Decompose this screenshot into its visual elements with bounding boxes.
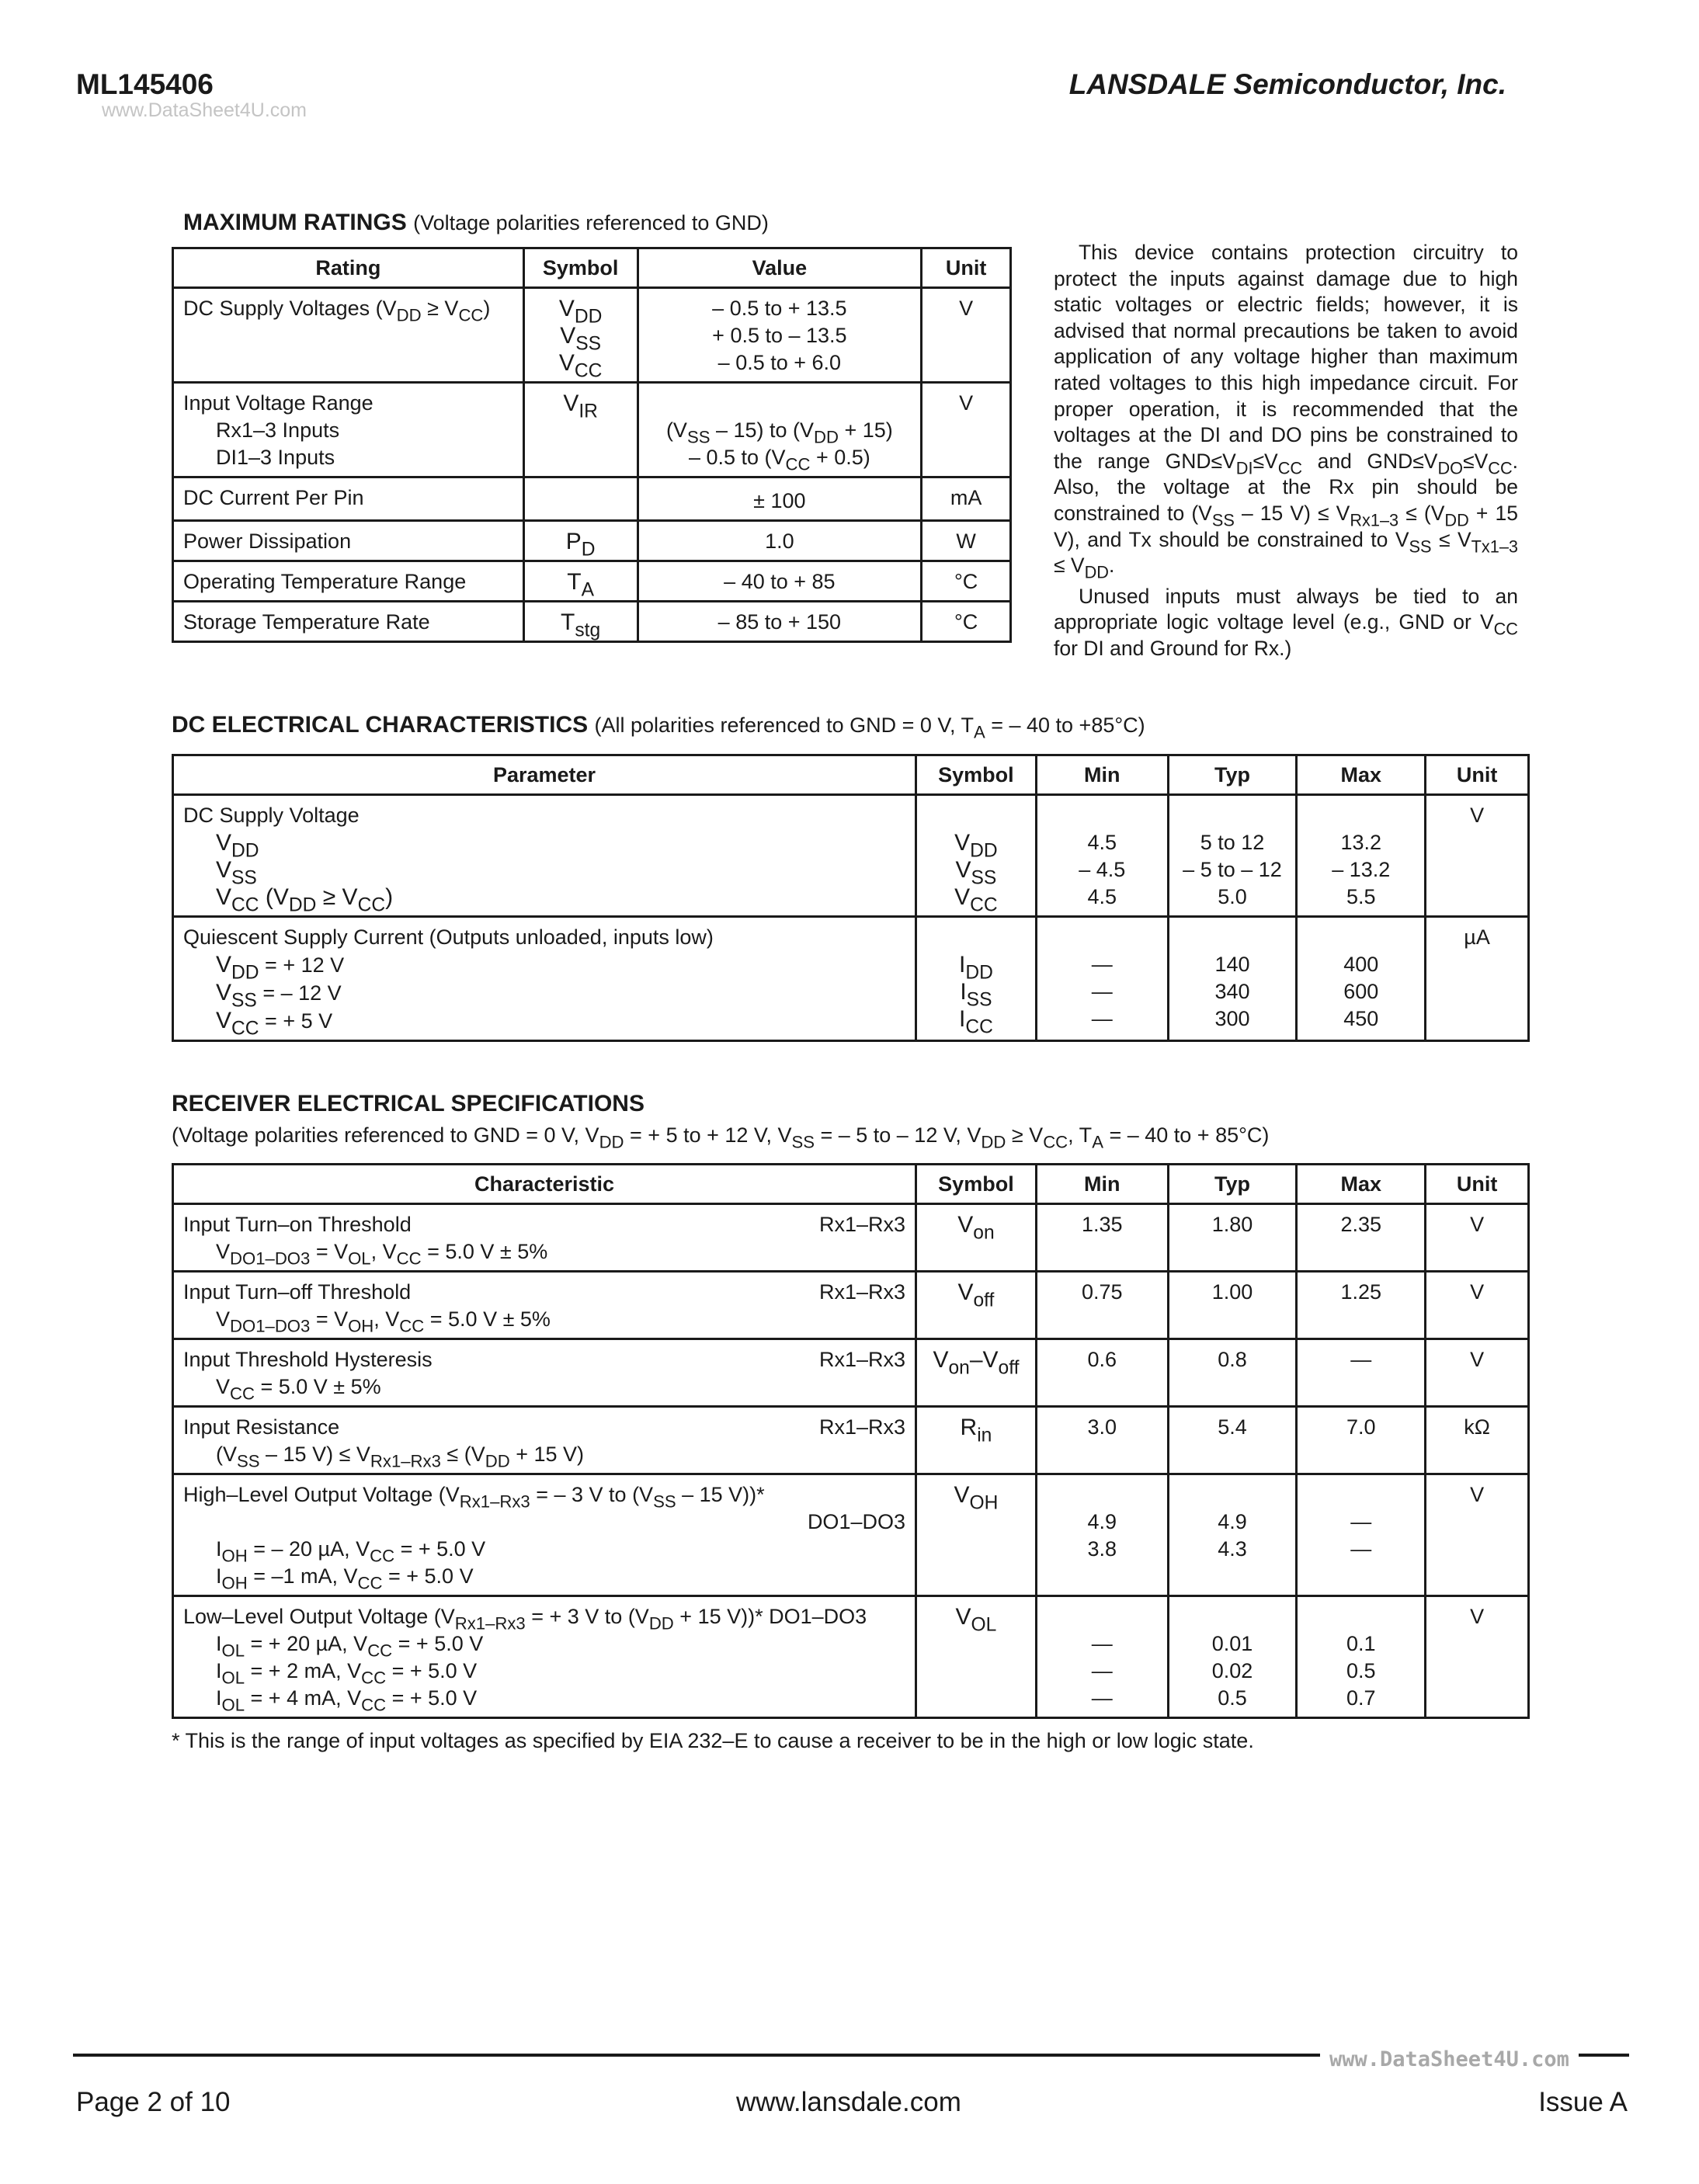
col-header: Rating [173, 248, 524, 288]
unit-cell: kΩ [1426, 1407, 1529, 1474]
characteristic-cell: Input Turn–off Threshold Rx1–Rx3 $V_{DO1-DO3} = V_{OH}$, $V_{CC} = 5.0$ V ± 5% [173, 1272, 916, 1339]
max-cell: 2.35 [1297, 1204, 1426, 1272]
table-row [173, 1204, 1529, 1272]
footnote: * This is the range of input voltages as specified by EIA 232–E to cause a receiver to be in the high or low logic state. [172, 1729, 1254, 1752]
symbol-cell [523, 477, 638, 521]
col-header: Unit [1426, 1165, 1529, 1204]
unused-inputs-paragraph: Unused inputs must always be tied to an appropriate logic voltage level (e.g., GND or $V_{CC}$ for DI and Ground for Rx.) [1054, 584, 1518, 660]
table-row [173, 288, 1011, 383]
col-header: Typ [1168, 755, 1297, 795]
symbol-cell: $I_{DD}$ $I_{SS}$ $I_{CC}$ [916, 917, 1036, 1041]
typ-cell: 140 340 300 [1168, 917, 1297, 1041]
col-header: Unit [1426, 755, 1529, 795]
typ-cell: 4.9 4.3 [1168, 1474, 1297, 1596]
symbol-cell: $V_{DD}$ $V_{SS}$ $V_{CC}$ [916, 795, 1036, 917]
max-cell: — [1297, 1339, 1426, 1407]
min-cell: 4.5 – 4.5 4.5 [1036, 795, 1168, 917]
symbol-cell: $V_{on}-V_{off}$ [916, 1339, 1037, 1407]
rating-cell: DC Supply Voltages $(V_{DD} \ge V_{CC})$ [173, 288, 524, 383]
max-ratings-subtitle: (Voltage polarities referenced to GND) [413, 211, 769, 234]
col-header: Typ [1168, 1165, 1297, 1204]
symbol-cell: $T_{stg}$ [523, 602, 638, 642]
table-row [173, 521, 1011, 561]
unit-cell: V [922, 383, 1011, 477]
symbol-cell: $V_{DD}$ $V_{SS}$ $V_{CC}$ [523, 288, 638, 383]
company-name: LANSDALE Semiconductor, Inc. [1068, 68, 1506, 100]
min-cell: — — — [1036, 917, 1168, 1041]
characteristic-cell: Low–Level Output Voltage ($V_{Rx1-Rx3}$ = + 3 V to ($V_{DD} + 15$ V))* DO1–DO3 $I_{OL}$ = + 20 µA, $V_{CC}$ = + 5.0 V $I_{OL}$ = + 2 mA, $V_{CC}$ = + 5.0 V $I_{OL}$ = + 4 mA, $V_{CC}$ = + 5.0 V [173, 1596, 916, 1718]
col-header: Min [1036, 755, 1168, 795]
dc-char-subtitle: (All polarities referenced to GND = 0 V, $T_A$ = – 40 to +85°C) [594, 714, 1145, 742]
min-cell: 0.6 [1036, 1339, 1168, 1407]
typ-cell: 5 to 12 – 5 to – 12 5.0 [1168, 795, 1297, 917]
symbol-cell: $T_A$ [523, 561, 638, 602]
symbol-cell: $P_D$ [523, 521, 638, 561]
max-cell: — — [1297, 1474, 1426, 1596]
col-header: Characteristic [173, 1165, 916, 1204]
max-cell: 1.25 [1297, 1272, 1426, 1339]
symbol-cell: $V_{on}$ [916, 1204, 1037, 1272]
unit-cell: V [1426, 1204, 1529, 1272]
typ-cell: 1.00 [1168, 1272, 1297, 1339]
unit-cell: V [1426, 1596, 1529, 1718]
typ-cell: 0.01 0.02 0.5 [1168, 1596, 1297, 1718]
parameter-cell: Quiescent Supply Current (Outputs unloaded, inputs low) $V_{DD}$ = + 12 V $V_{SS}$ = – 12 V $V_{CC}$ = + 5 V [173, 917, 916, 1041]
value-cell: – 0.5 to + 13.5 + 0.5 to – 13.5 – 0.5 to + 6.0 [638, 288, 922, 383]
table-row [173, 1596, 1529, 1718]
characteristic-cell: Input Resistance Rx1–Rx3 ($V_{SS} - 15$ $V) \le V_{Rx1-Rx3} \le (V_{DD} + 15$ V) [173, 1407, 916, 1474]
typ-cell: 1.80 [1168, 1204, 1297, 1272]
protection-paragraph: This device contains protection circuitry to protect the inputs against damage due to high static voltages or electric fields; however, it is advised that normal precautions be taken to avoid application of any voltage higher than maximum rated voltages to this high impedance circuit. For proper operation, it is recommended that the voltages at the DI and DO pins be constrained to the range $GND\le V_{DI}\le V_{CC}$ and $GND\le V_{DO}\le V_{CC}$. Also, the voltage at the Rx pin should be constrained to ($V_{SS} - 15$ $V) \le V_{Rx1-3} \le (V_{DD} + 15$ V), and Tx should be constrained to $V_{SS} \le V_{Tx1-3} \le V_{DD}$. [1054, 241, 1519, 582]
website-link[interactable]: www.lansdale.com [736, 2087, 961, 2117]
dc-char-table [172, 754, 1530, 1042]
value-cell: $(V_{SS} - 15)$ to $(V_{DD} + 15)$ – 0.5 to $(V_{CC} + 0.5)$ [638, 383, 922, 477]
unit-cell: °C [922, 561, 1011, 602]
max-ratings-table [172, 247, 1012, 643]
unit-cell: mA [922, 477, 1011, 521]
value-cell: ± 100 [638, 477, 922, 521]
table-row [173, 477, 1011, 521]
rating-cell: DC Current Per Pin [173, 477, 524, 521]
issue-label: Issue A [1538, 2087, 1628, 2117]
col-header: Symbol [916, 755, 1036, 795]
unit-cell: °C [922, 602, 1011, 642]
symbol-cell: $R_{in}$ [916, 1407, 1037, 1474]
parameter-cell: DC Supply Voltage $V_{DD}$ $V_{SS}$ $V_{CC}$ $(V_{DD} \ge V_{CC})$ [173, 795, 916, 917]
dc-char-title: DC ELECTRICAL CHARACTERISTICS [172, 712, 589, 738]
unit-cell: V [1426, 1272, 1529, 1339]
unit-cell: V [1426, 795, 1529, 917]
table-row [173, 561, 1011, 602]
unit-cell: V [922, 288, 1011, 383]
max-cell: 7.0 [1297, 1407, 1426, 1474]
symbol-cell: $V_{OL}$ [916, 1596, 1037, 1718]
symbol-cell: $V_{OH}$ [916, 1474, 1037, 1596]
table-row [173, 1474, 1529, 1596]
typ-cell: 5.4 [1168, 1407, 1297, 1474]
table-row [173, 795, 1529, 917]
receiver-heading [172, 1091, 645, 1117]
col-header: Max [1297, 755, 1426, 795]
value-cell: – 85 to + 150 [638, 602, 922, 642]
min-cell: 1.35 [1036, 1204, 1168, 1272]
col-header: Min [1036, 1165, 1168, 1204]
min-cell: 3.0 [1036, 1407, 1168, 1474]
unit-cell: W [922, 521, 1011, 561]
col-header: Unit [922, 248, 1011, 288]
max-ratings-title: MAXIMUM RATINGS [183, 210, 407, 235]
unit-cell: V [1426, 1474, 1529, 1596]
symbol-cell: $V_{off}$ [916, 1272, 1037, 1339]
table-header-row [173, 1165, 1529, 1204]
min-cell: 4.9 3.8 [1036, 1474, 1168, 1596]
min-cell: — — — [1036, 1596, 1168, 1718]
unit-cell: V [1426, 1339, 1529, 1407]
rating-cell: Input Voltage Range Rx1–3 Inputs DI1–3 Inputs [173, 383, 524, 477]
part-number: ML145406 [76, 68, 214, 100]
receiver-title: RECEIVER ELECTRICAL SPECIFICATIONS [172, 1091, 645, 1116]
characteristic-cell: High–Level Output Voltage ($V_{Rx1-Rx3}$ = – 3 V to ($V_{SS} - 15$ V))* DO1–DO3 $I_{OH}$ = – 20 µA, $V_{CC}$ = + 5.0 V $I_{OH} = -1$ mA, $V_{CC}$ = + 5.0 V [173, 1474, 916, 1596]
dc-char-heading [172, 712, 1145, 742]
page-number: Page 2 of 10 [76, 2087, 231, 2117]
min-cell: 0.75 [1036, 1272, 1168, 1339]
max-cell: 0.1 0.5 0.7 [1297, 1596, 1426, 1718]
characteristic-cell: Input Turn–on Threshold Rx1–Rx3 $V_{DO1-DO3} = V_{OL}$, $V_{CC} = 5.0$ V ± 5% [173, 1204, 916, 1272]
max-ratings-heading [183, 210, 769, 236]
table-header-row [173, 248, 1011, 288]
rating-cell: Power Dissipation [173, 521, 524, 561]
max-cell: 400 600 450 [1297, 917, 1426, 1041]
receiver-subtitle: (Voltage polarities referenced to GND = 0 V, $V_{DD}$ = + 5 to + 12 V, $V_{SS}$ = – 5 to – 12 V, $V_{DD} \ge V_{CC}$, $T_A$ = – 40 to + 85°C) [172, 1123, 1270, 1152]
table-row [173, 602, 1011, 642]
characteristic-cell: Input Threshold Hysteresis Rx1–Rx3 $V_{CC} = 5.0$ V ± 5% [173, 1339, 916, 1407]
symbol-cell: $V_{IR}$ [523, 383, 638, 477]
col-header: Symbol [916, 1165, 1037, 1204]
table-row [173, 1339, 1529, 1407]
protection-note [1054, 240, 1518, 662]
col-header: Value [638, 248, 922, 288]
footer-watermark-link[interactable]: www.DataSheet4U.com [1320, 2047, 1579, 2071]
col-header: Max [1297, 1165, 1426, 1204]
table-header-row [173, 755, 1529, 795]
value-cell: 1.0 [638, 521, 922, 561]
watermark-link[interactable]: www.DataSheet4U.com [102, 99, 307, 121]
table-row [173, 917, 1529, 1041]
col-header: Parameter [173, 755, 916, 795]
unit-cell: µA [1426, 917, 1529, 1041]
col-header: Symbol [523, 248, 638, 288]
table-row [173, 383, 1011, 477]
rating-cell: Operating Temperature Range [173, 561, 524, 602]
table-row [173, 1272, 1529, 1339]
typ-cell: 0.8 [1168, 1339, 1297, 1407]
rating-cell: Storage Temperature Rate [173, 602, 524, 642]
table-row [173, 1407, 1529, 1474]
max-cell: 13.2 – 13.2 5.5 [1297, 795, 1426, 917]
value-cell: – 40 to + 85 [638, 561, 922, 602]
receiver-table [172, 1163, 1530, 1719]
